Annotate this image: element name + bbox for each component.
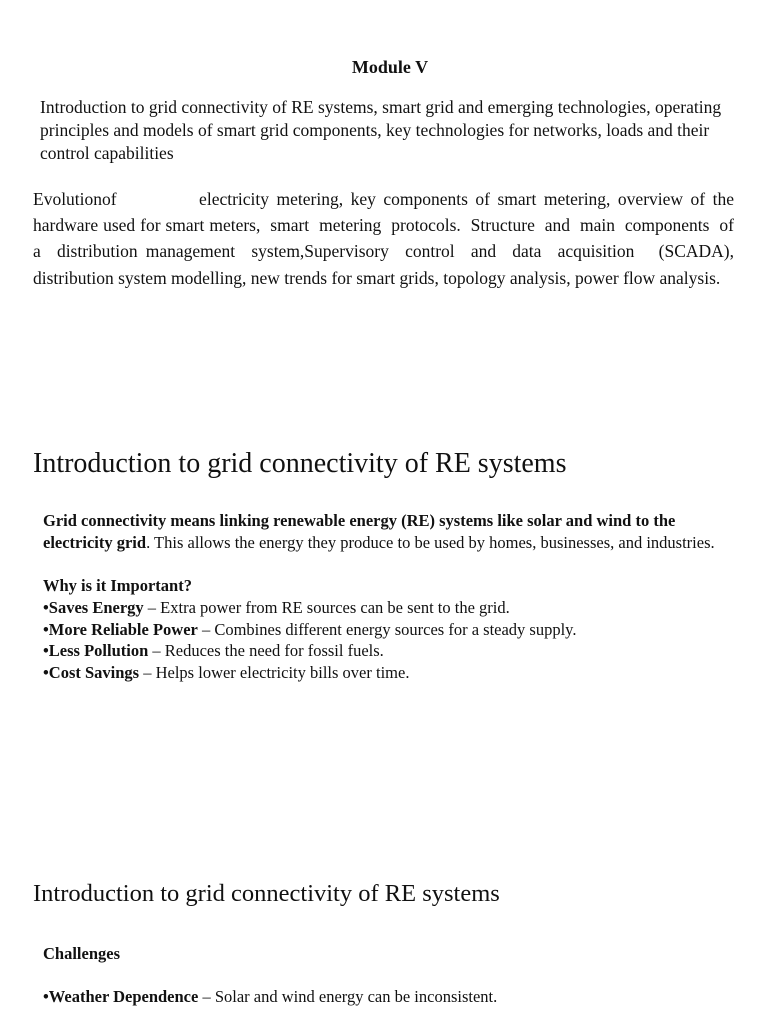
bullet: • (43, 597, 49, 617)
challenge-item (43, 986, 733, 1008)
benefit-item (43, 597, 733, 619)
benefit-term: Less Pollution (48, 641, 149, 661)
benefit-term: Saves Energy (48, 597, 144, 617)
definition-rest-text: . This allows the energy they produce to be used by homes, businesses, and industries. (146, 532, 715, 552)
benefit-desc: – Extra power from RE sources can be sent to the grid. (143, 597, 510, 617)
definition-bold-text: Grid connectivity means linking renewable energy (RE) systems like solar and wind to the electricity grid (43, 511, 676, 552)
section-1-body (43, 510, 733, 684)
grid-connectivity-definition (43, 510, 733, 553)
section-2-body (43, 943, 733, 1008)
benefit-term: More Reliable Power (48, 619, 198, 639)
benefit-term: Cost Savings (48, 662, 140, 682)
module-topics-paragraph: Evolutionof electricity metering, key components of smart metering, overview of the hardware used for smart meters, smart metering protocols. Structure and main components of a distribution management system,Supervisory control and data acquisition (SCADA), distribution system modelling, new trends for smart grids, topology analysis, power flow analysis. (33, 189, 748, 288)
bullet: • (43, 619, 49, 639)
why-important-heading: Why is it Important? (43, 576, 192, 596)
benefit-item (43, 640, 733, 662)
section-1-heading: Introduction to grid connectivity of RE systems (33, 448, 567, 479)
bullet: • (43, 987, 49, 1007)
bullet: • (43, 641, 49, 661)
benefit-desc: – Helps lower electricity bills over time. (139, 662, 410, 682)
challenges-heading: Challenges (43, 944, 121, 963)
bullet: • (43, 662, 49, 682)
benefit-item (43, 619, 733, 641)
module-title: Module V (351, 57, 429, 77)
benefit-desc: – Reduces the need for fossil fuels. (148, 641, 384, 661)
challenge-term: Weather Dependence (48, 987, 199, 1007)
challenge-desc: – Solar and wind energy can be inconsistent. (198, 987, 498, 1007)
section-2-heading: Introduction to grid connectivity of RE systems (33, 880, 500, 907)
module-intro-paragraph: Introduction to grid connectivity of RE systems, smart grid and emerging technologies, operating principles and models of smart grid components, key technologies for networks, loads and their control capabilities (40, 97, 722, 163)
benefit-item (43, 662, 733, 684)
benefit-desc: – Combines different energy sources for a steady supply. (197, 619, 577, 639)
